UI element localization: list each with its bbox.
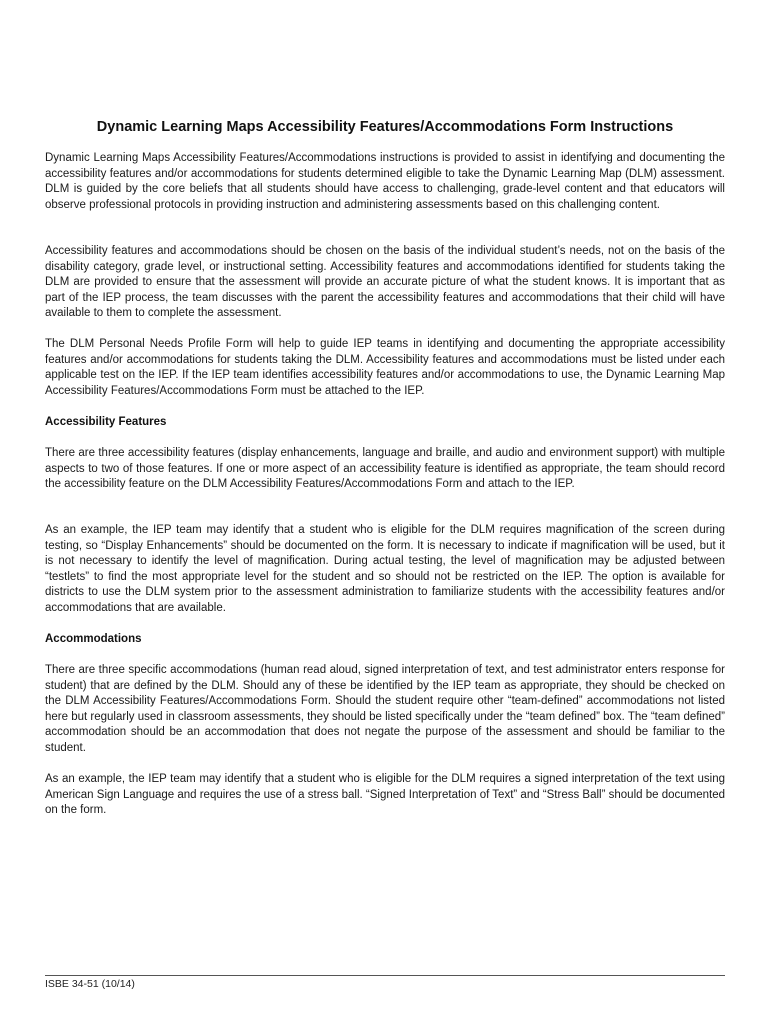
pnp-form-paragraph: The DLM Personal Needs Profile Form will help to guide IEP teams in identifying and documenting the appropriate accessibility features and/or accommodations for students taking the DLM. Accessibility features and accommodations must be listed under each applicable test on the IEP. If the IEP team identifies accessibility features and/or accommodations to use, the Dynamic Learning Map Accessibility Features/Accommodations Form must be attached to the IEP. [45, 338, 725, 397]
accommodations-heading: Accommodations [45, 633, 142, 645]
footer-divider [45, 975, 725, 976]
accessibility-features-heading: Accessibility Features [45, 416, 167, 428]
page-title: Dynamic Learning Maps Accessibility Features/Accommodations Form Instructions [96, 119, 674, 135]
accommodations-paragraph: There are three specific accommodations (human read aloud, signed interpretation of text, and test administrator enters response for student) that are defined by the DLM. Should any of these be identified by the IEP team as appropriate, they should be checked on the DLM Accessibility Features/Accommodations Form. Should the student require other “team-defined” accommodations not listed here but regularly used in classroom assessments, they should be listed specifically under the “team defined” box. The “team defined” accommodation should be an accommodation that does not negate the purpose of the assessment and should be familiar to the student. [45, 664, 725, 754]
accessibility-features-paragraph: There are three accessibility features (display enhancements, language and braille, and audio and environment support) with multiple aspects to two of those features. If one or more aspect of an accessibility feature is identified as appropriate, the team should record the accessibility feature on the DLM Accessibility Features/Accommodations Form and attach to the IEP. [45, 447, 725, 491]
intro-paragraph: Dynamic Learning Maps Accessibility Features/Accommodations instructions is provided to assist in identifying and documenting the accessibility features and/or accommodations for students determined eligible to take the Dynamic Learning Map (DLM) assessment. DLM is guided by the core beliefs that all students should have access to challenging, grade-level content and that educators will observe professional protocols in providing instruction and administering assessments based on this challenging content. [45, 152, 725, 211]
selection-paragraph: Accessibility features and accommodations should be chosen on the basis of the individual student’s needs, not on the basis of the disability category, grade level, or instructional setting. Accessibility features and accommodations identified for students taking the DLM are provided to ensure that the assessment will provide an accurate picture of what the student knows. It is important that as part of the IEP process, the team discusses with the parent the accessibility features and accommodations that their child will have available to them to complete the assessment. [45, 245, 725, 320]
accommodations-example-paragraph: As an example, the IEP team may identify that a student who is eligible for the DLM requires a signed interpretation of the text using American Sign Language and requires the use of a stress ball. “Signed Interpretation of Text” and “Stress Ball” should be documented on the form. [45, 773, 725, 817]
accessibility-example-paragraph: As an example, the IEP team may identify that a student who is eligible for the DLM requires magnification of the screen during testing, so “Display Enhancements” should be documented on the form. It is necessary to indicate if magnification will be used, but it is not necessary to identify the level of magnification. During actual testing, the level of magnification may be adjusted between “testlets” to find the most appropriate level for the student and so should not be restricted on the IEP. The option is available for districts to use the DLM system prior to the assessment administration to familiarize students with the accessibility features and/or accommodations that are available. [45, 524, 725, 614]
document-page [45, 0, 725, 1024]
form-code: ISBE 34-51 (10/14) [45, 978, 135, 990]
